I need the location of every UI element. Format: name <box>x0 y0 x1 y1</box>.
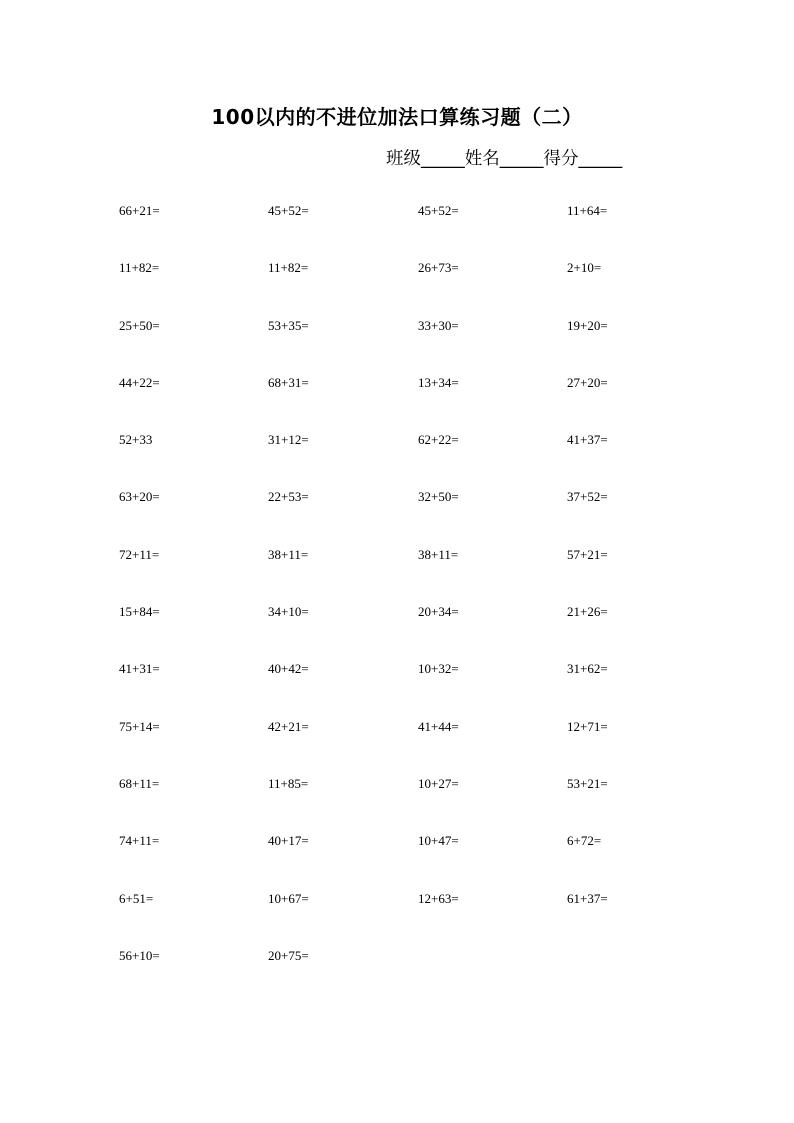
problem-item: 12+71= <box>567 718 608 734</box>
problem-item: 38+11= <box>418 546 459 562</box>
problem-item: 66+21= <box>119 203 160 218</box>
problem-item: 6+51= <box>119 890 154 906</box>
problem-item: 53+21= <box>567 775 608 791</box>
problem-item: 32+50= <box>418 489 459 505</box>
problem-item: 40+17= <box>268 833 309 849</box>
problem-item: 12+63= <box>418 890 459 906</box>
problem-item: 44+22= <box>119 374 160 390</box>
problem-item: 15+84= <box>119 604 160 620</box>
problem-grid <box>119 202 687 1004</box>
problem-item: 22+53= <box>268 489 309 505</box>
problem-item: 63+20= <box>119 489 160 505</box>
problem-item: 20+75= <box>268 947 309 963</box>
problem-item: 26+73= <box>418 260 459 276</box>
problem-item: 11+85= <box>268 775 309 791</box>
problem-item: 52+33 <box>119 432 153 448</box>
page-title: 100以内的不进位加法口算练习题（二） <box>211 105 583 129</box>
problem-item: 11+82= <box>119 260 160 276</box>
problem-item: 34+10= <box>268 604 309 620</box>
problem-item: 41+37= <box>567 432 608 448</box>
problem-item: 56+10= <box>119 947 160 963</box>
problem-item: 6+72= <box>567 833 602 849</box>
problem-item: 10+27= <box>418 775 459 791</box>
problem-item: 41+44= <box>418 718 459 734</box>
problem-item: 68+11= <box>119 775 160 791</box>
problem-item: 11+64= <box>567 203 608 218</box>
problem-item: 41+31= <box>119 661 160 677</box>
problem-item: 38+11= <box>268 546 309 562</box>
problem-item: 42+21= <box>268 718 309 734</box>
problem-item: 53+35= <box>268 317 309 333</box>
problem-item: 33+30= <box>418 317 459 333</box>
problem-item: 10+47= <box>418 833 459 849</box>
problem-item: 2+10= <box>567 260 602 276</box>
problem-item: 57+21= <box>567 546 608 562</box>
student-info-line: 班级_____姓名_____得分_____ <box>386 149 623 169</box>
problem-item: 21+26= <box>567 604 608 620</box>
problem-item: 37+52= <box>567 489 608 505</box>
problem-item: 27+20= <box>567 374 608 390</box>
problem-item: 19+20= <box>567 317 608 333</box>
problem-item: 45+52= <box>268 203 309 218</box>
problem-item: 75+14= <box>119 718 160 734</box>
problem-item: 31+62= <box>567 661 608 677</box>
problem-item: 72+11= <box>119 546 160 562</box>
problem-item: 10+32= <box>418 661 459 677</box>
problem-item: 25+50= <box>119 317 160 333</box>
problem-item: 11+82= <box>268 260 309 276</box>
problem-item: 13+34= <box>418 374 459 390</box>
problem-item: 61+37= <box>567 890 608 906</box>
problem-item: 74+11= <box>119 833 160 849</box>
problem-item: 68+31= <box>268 374 309 390</box>
problem-item: 62+22= <box>418 432 459 448</box>
problem-item: 45+52= <box>418 203 459 218</box>
problem-item: 10+67= <box>268 890 309 906</box>
problem-item: 31+12= <box>268 432 309 448</box>
problem-item: 20+34= <box>418 604 459 620</box>
problem-item: 40+42= <box>268 661 309 677</box>
